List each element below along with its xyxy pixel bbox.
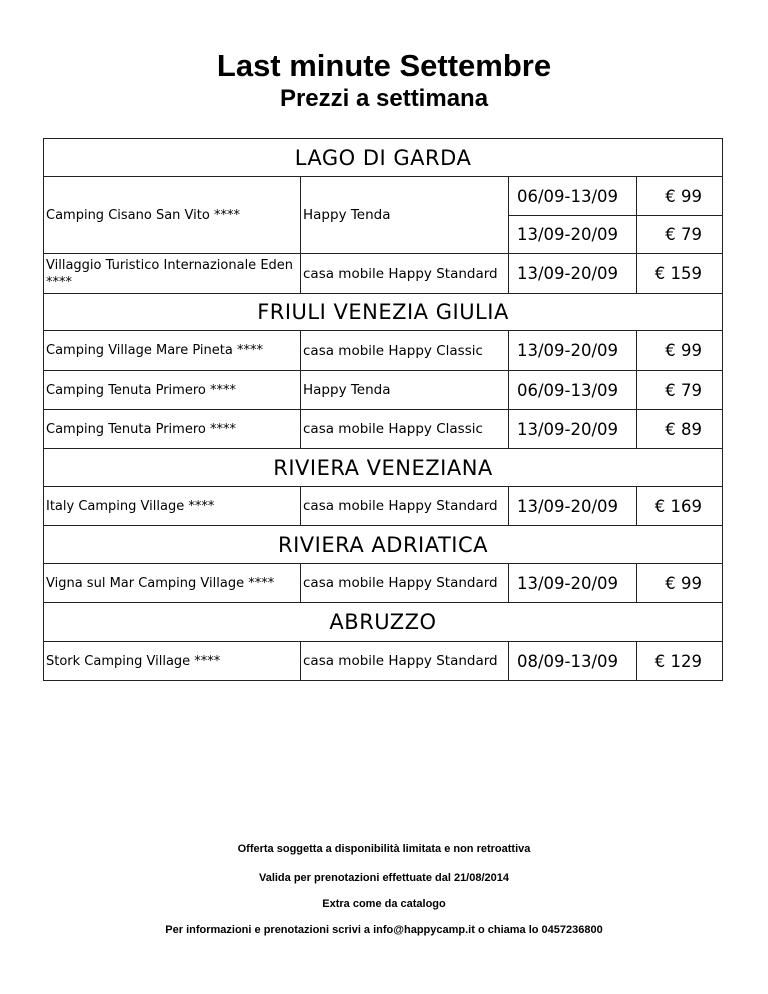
price-value: € 79 (637, 216, 723, 254)
table-row (44, 371, 723, 410)
section-header-row (44, 603, 723, 642)
section-header-row (44, 526, 723, 564)
table-row (44, 177, 723, 216)
price-value: € 159 (637, 254, 723, 294)
date-range: 06/09-13/09 (509, 371, 637, 410)
price-value: € 79 (637, 371, 723, 410)
table-row (44, 331, 723, 371)
table-row (44, 410, 723, 449)
table-row (44, 254, 723, 294)
footer-extras-note: Extra come da catalogo (322, 898, 446, 910)
price-value: € 99 (637, 331, 723, 371)
table-row (44, 487, 723, 526)
camping-name: Camping Cisano San Vito **** (44, 177, 301, 254)
accommodation-type: casa mobile Happy Standard (301, 254, 509, 294)
section-title-riviera-veneziana: RIVIERA VENEZIANA (44, 449, 723, 487)
price-value: € 169 (637, 487, 723, 526)
price-value: € 99 (637, 177, 723, 216)
page-subtitle: Prezzi a settimana (279, 85, 489, 112)
date-range: 13/09-20/09 (509, 331, 637, 371)
price-value: € 129 (637, 642, 723, 681)
section-title-riviera-adriatica: RIVIERA ADRIATICA (44, 526, 723, 564)
accommodation-type: casa mobile Happy Classic (301, 331, 509, 371)
camping-name: Camping Village Mare Pineta **** (44, 331, 301, 371)
camping-name: Camping Tenuta Primero **** (44, 371, 301, 410)
date-range: 08/09-13/09 (509, 642, 637, 681)
table-row (44, 642, 723, 681)
date-range: 13/09-20/09 (509, 254, 637, 294)
section-title-lago-di-garda: LAGO DI GARDA (44, 139, 723, 177)
section-header-row (44, 294, 723, 331)
accommodation-type: Happy Tenda (301, 177, 509, 254)
page-title: Last minute Settembre (216, 48, 552, 83)
footer-validity-note: Valida per prenotazioni effettuate dal 21/08/2014 (258, 872, 510, 884)
section-title-friuli-venezia-giulia: FRIULI VENEZIA GIULIA (44, 294, 723, 331)
accommodation-type: casa mobile Happy Standard (301, 564, 509, 603)
price-value: € 89 (637, 410, 723, 449)
table-row (44, 564, 723, 603)
section-header-row (44, 139, 723, 177)
accommodation-type: Happy Tenda (301, 371, 509, 410)
section-title-abruzzo: ABRUZZO (44, 603, 723, 642)
footer-contact-info: Per informazioni e prenotazioni scrivi a info@happycamp.it o chiama lo 0457236800 (165, 924, 603, 936)
date-range: 13/09-20/09 (509, 564, 637, 603)
price-value: € 99 (637, 564, 723, 603)
accommodation-type: casa mobile Happy Standard (301, 487, 509, 526)
date-range: 13/09-20/09 (509, 216, 637, 254)
camping-name: Camping Tenuta Primero **** (44, 410, 301, 449)
camping-name: Stork Camping Village **** (44, 642, 301, 681)
price-table (43, 138, 723, 681)
camping-name: Villaggio Turistico Internazionale Eden **** (44, 254, 301, 294)
date-range: 06/09-13/09 (509, 177, 637, 216)
date-range: 13/09-20/09 (509, 487, 637, 526)
section-header-row (44, 449, 723, 487)
accommodation-type: casa mobile Happy Classic (301, 410, 509, 449)
footer-availability-note: Offerta soggetta a disponibilità limitata e non retroattiva (237, 843, 531, 855)
camping-name: Vigna sul Mar Camping Village **** (44, 564, 301, 603)
date-range: 13/09-20/09 (509, 410, 637, 449)
camping-name: Italy Camping Village **** (44, 487, 301, 526)
accommodation-type: casa mobile Happy Standard (301, 642, 509, 681)
